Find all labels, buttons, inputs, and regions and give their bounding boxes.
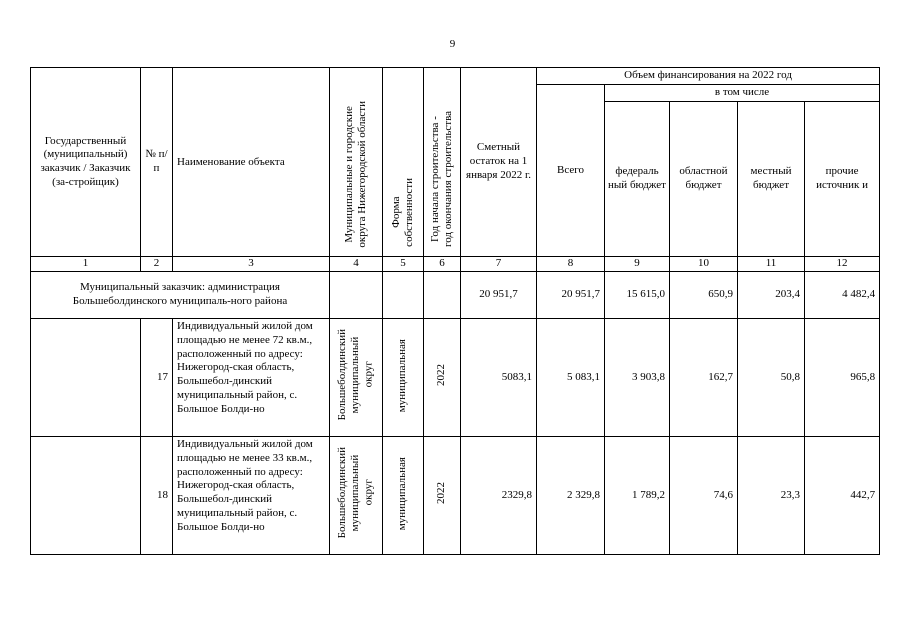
local-cell: 23,3	[738, 437, 805, 555]
financing-table	[30, 67, 880, 555]
year-cell: 2022	[424, 437, 461, 555]
header-funding-group: Объем финансирования на 2022 год	[537, 68, 880, 85]
customer-cell	[31, 437, 141, 555]
header-years: Год начала строительства - год окончания строительства	[424, 68, 461, 257]
header-incl: в том числе	[605, 85, 880, 102]
summary-empty	[383, 272, 424, 319]
regional-cell: 74,6	[670, 437, 738, 555]
summary-federal: 15 615,0	[605, 272, 670, 319]
header-estimated: Сметный остаток на 1 января 2022 г.	[461, 68, 537, 257]
column-number-row	[31, 257, 880, 272]
summary-label: Муниципальный заказчик: администрация Большеболдинского муниципаль-ного района	[31, 272, 330, 319]
summary-empty	[424, 272, 461, 319]
estimated-cell: 2329,8	[461, 437, 537, 555]
header-ownership: Форма собственности	[383, 68, 424, 257]
table-row	[31, 319, 880, 437]
col-num: 7	[461, 257, 537, 272]
summary-local: 203,4	[738, 272, 805, 319]
ownership-cell: муниципальная	[383, 437, 424, 555]
summary-other: 4 482,4	[805, 272, 880, 319]
ownership-cell: муниципальная	[383, 319, 424, 437]
col-num: 11	[738, 257, 805, 272]
header-local: местный бюджет	[738, 102, 805, 257]
year-cell: 2022	[424, 319, 461, 437]
col-num: 10	[670, 257, 738, 272]
summary-estimated: 20 951,7	[461, 272, 537, 319]
header-federal: федераль ный бюджет	[605, 102, 670, 257]
other-cell: 442,7	[805, 437, 880, 555]
federal-cell: 1 789,2	[605, 437, 670, 555]
header-other: прочие источник и	[805, 102, 880, 257]
object-name: Индивидуальный жилой дом площадью не менее 72 кв.м., расположенный по адресу: Нижегород-ская область, Большебол-динский муниципальный район, с. Большое Болди-но	[173, 319, 330, 437]
object-name: Индивидуальный жилой дом площадью не менее 33 кв.м., расположенный по адресу: Нижегород-ская область, Большебол-динский муниципальный район, с. Большое Болди-но	[173, 437, 330, 555]
header-customer: Государственный (муниципальный) заказчик / Заказчик (за-стройщик)	[31, 68, 141, 257]
col-num: 3	[173, 257, 330, 272]
row-num: 18	[141, 437, 173, 555]
col-num: 4	[330, 257, 383, 272]
header-object-name: Наименование объекта	[173, 68, 330, 257]
other-cell: 965,8	[805, 319, 880, 437]
municipality-cell: Большеболдинский муниципальный округ	[330, 319, 383, 437]
total-cell: 2 329,8	[537, 437, 605, 555]
federal-cell: 3 903,8	[605, 319, 670, 437]
col-num: 6	[424, 257, 461, 272]
col-num: 1	[31, 257, 141, 272]
table-row	[31, 437, 880, 555]
col-num: 5	[383, 257, 424, 272]
summary-row	[31, 272, 880, 319]
summary-empty	[330, 272, 383, 319]
summary-total: 20 951,7	[537, 272, 605, 319]
header-municipality: Муниципальные и городские округа Нижегородской области	[330, 68, 383, 257]
municipality-cell: Большеболдинский муниципальный округ	[330, 437, 383, 555]
customer-cell	[31, 319, 141, 437]
header-regional: областной бюджет	[670, 102, 738, 257]
col-num: 9	[605, 257, 670, 272]
regional-cell: 162,7	[670, 319, 738, 437]
header-total: Всего	[537, 85, 605, 257]
row-num: 17	[141, 319, 173, 437]
page-number: 9	[449, 38, 456, 50]
col-num: 8	[537, 257, 605, 272]
col-num: 2	[141, 257, 173, 272]
summary-regional: 650,9	[670, 272, 738, 319]
total-cell: 5 083,1	[537, 319, 605, 437]
estimated-cell: 5083,1	[461, 319, 537, 437]
header-num: № п/п	[141, 68, 173, 257]
local-cell: 50,8	[738, 319, 805, 437]
col-num: 12	[805, 257, 880, 272]
